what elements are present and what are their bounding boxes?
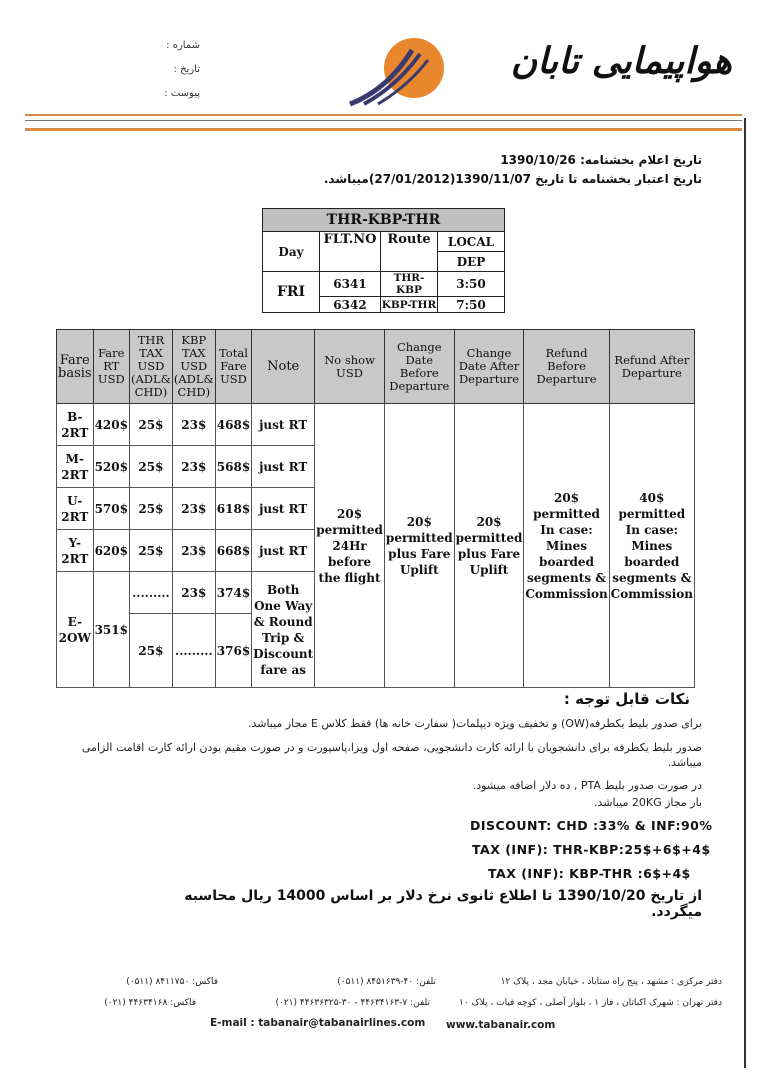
validity-date: تاریخ اعتبار بخشنامه تا تاریخ 1390/11/07(27/01/2012)میباشد. — [323, 172, 702, 186]
footer-email[interactable]: E-mail : tabanair@tabanairlines.com — [210, 1017, 426, 1029]
col-change-before: Change Date Before Departure — [384, 330, 454, 404]
footer-tehran-phone: تلفن: ۷-۴۴۶۳۴۱۶۳ - ۳۰-۴۴۶۳۶۳۲۵ (۰۲۱) — [275, 998, 430, 1008]
meta-attachment-label: پیوست : — [164, 88, 200, 99]
total-fare: 618$ — [215, 488, 251, 530]
schedule-dep-header: DEP — [438, 252, 505, 272]
schedule-flt: 6341 — [320, 272, 381, 297]
footer-tehran-address: دفتر تهران : شهرک اکباتان ، فاز ۱ ، بلوار آصلی ، کوچه فیات ، پلاک ۱۰ — [459, 998, 722, 1008]
no-show-policy: 20$ permitted 24Hr before the flight — [315, 404, 385, 688]
change-before-policy: 20$ permitted plus Fare Uplift — [384, 404, 454, 688]
kbp-tax: 23$ — [172, 530, 215, 572]
logo-sun — [384, 38, 444, 98]
footer-website[interactable]: www.tabanair.com — [446, 1019, 556, 1031]
fare-note: just RT — [252, 446, 315, 488]
fare-note: just RT — [252, 530, 315, 572]
kbp-tax: 23$ — [172, 404, 215, 446]
schedule-local-header: LOCAL — [438, 232, 505, 252]
col-refund-after: Refund After Departure — [609, 330, 694, 404]
footer-mashhad-address: دفتر مرکزی : مشهد ، پنج راه ستاباد ، خیابان مجد ، پلاک ۱۲ — [500, 977, 722, 987]
total-fare: 468$ — [215, 404, 251, 446]
fare-rt: 351$ — [93, 572, 129, 688]
fare-rt: 620$ — [93, 530, 129, 572]
schedule-day-header: Day — [263, 232, 320, 272]
footer-mashhad-fax: فاکس: ۸۴۱۱۷۵۰ (۰۵۱۱) — [126, 977, 218, 987]
fare-basis: Y-2RT — [57, 530, 94, 572]
col-change-after: Change Date After Departure — [454, 330, 524, 404]
right-margin-line — [744, 118, 746, 1068]
schedule-flt-header: FLT.NO — [320, 232, 381, 272]
fare-basis: E-2OW — [57, 572, 94, 688]
thr-tax: 25$ — [129, 614, 172, 688]
meta-number-label: شماره : — [166, 40, 200, 51]
note-line: در صورت صدور بلیط PTA , ده دلار اضافه میشود. — [472, 779, 702, 792]
brand-wordmark: هواپیمایی تابان — [510, 40, 732, 82]
col-total-fare: Total Fare USD — [215, 330, 251, 404]
fare-basis: M-2RT — [57, 446, 94, 488]
header-rule-orange-2 — [25, 128, 742, 131]
fare-note: just RT — [252, 404, 315, 446]
schedule-route-header: Route — [381, 232, 438, 272]
thr-tax: 25$ — [129, 530, 172, 572]
col-fare-basis: Fare basis — [57, 330, 94, 404]
refund-before-policy: 20$ permitted In case: Mines boarded segments & Commission — [524, 404, 609, 688]
fare-basis: U-2RT — [57, 488, 94, 530]
col-note: Note — [252, 330, 315, 404]
announce-date: تاریخ اعلام بخشنامه: 1390/10/26 — [500, 153, 702, 167]
col-fare-rt: Fare RT USD — [93, 330, 129, 404]
thr-tax: ......... — [129, 572, 172, 614]
col-no-show: No show USD — [315, 330, 385, 404]
note-line: بار مجاز 20KG میباشد. — [594, 796, 702, 809]
tax-inf-thr-kbp: TAX (INF): THR-KBP:25$+6$+4$ — [472, 842, 711, 857]
footer-mashhad-phone: تلفن: ۴۰-۸۴۵۱۶۳۹ (۰۵۱۱) — [337, 977, 436, 987]
fare-basis: B- 2RT — [57, 404, 94, 446]
schedule-dep: 3:50 — [438, 272, 505, 297]
airline-logo — [346, 36, 446, 108]
note-line: صدور بلیط یکطرفه برای دانشجویان با ارائه کارت دانشجویی، صفحه اول ویزا،پاسپورت و در صورت مقیم بودن ارائه کارت اقامت الزامی میباشد. — [81, 741, 702, 769]
change-after-policy: 20$ permitted plus Fare Uplift — [454, 404, 524, 688]
discount-line: DISCOUNT: CHD :33% & INF:90% — [470, 818, 713, 833]
col-refund-before: Refund Before Departure — [524, 330, 609, 404]
footer-tehran-fax: فاکس: ۴۴۶۳۴۱۶۸ (۰۲۱) — [104, 998, 196, 1008]
schedule-route: THR-KBP — [381, 272, 438, 297]
tax-inf-kbp-thr: TAX (INF): KBP-THR :6$+4$ — [488, 866, 691, 881]
kbp-tax: 23$ — [172, 572, 215, 614]
kbp-tax: 23$ — [172, 446, 215, 488]
note-line: برای صدور بلیط یکطرفه(OW) و تخفیف ویژه دیپلمات( سفارت خانه ها) فقط کلاس E مجاز میباشد. — [247, 717, 702, 730]
thr-tax: 25$ — [129, 404, 172, 446]
schedule-route: KBP-THR — [381, 298, 437, 311]
fare-note: Both One Way & Round Trip & Discount fare as — [252, 572, 315, 688]
header-rule-orange — [25, 114, 742, 116]
fare-note: just RT — [252, 488, 315, 530]
refund-after-policy: 40$ permitted In case: Mines boarded segments & Commission — [609, 404, 694, 688]
total-fare: 376$ — [215, 614, 251, 688]
exchange-rate-note: از تاریخ 1390/10/20 تا اطلاع ثانوی نرخ دلار بر اساس 14000 ریال محاسبه میگردد. — [184, 888, 702, 920]
notes-title: نکات قابل توجه : — [563, 690, 690, 708]
total-fare: 568$ — [215, 446, 251, 488]
fare-rt: 420$ — [93, 404, 129, 446]
col-kbp-tax: KBP TAX USD (ADL& CHD) — [172, 330, 215, 404]
header-rule-gray — [25, 120, 742, 121]
kbp-tax: ......... — [172, 614, 215, 688]
kbp-tax: 23$ — [172, 488, 215, 530]
schedule-day: FRI — [263, 272, 320, 313]
fare-table — [56, 329, 695, 688]
fare-row — [57, 404, 695, 446]
fare-rt: 570$ — [93, 488, 129, 530]
schedule-title: THR-KBP-THR — [263, 209, 505, 232]
col-thr-tax: THR TAX USD (ADL& CHD) — [129, 330, 172, 404]
thr-tax: 25$ — [129, 488, 172, 530]
total-fare: 374$ — [215, 572, 251, 614]
fare-rt: 520$ — [93, 446, 129, 488]
schedule-table — [262, 208, 505, 313]
meta-date-label: تاریخ : — [173, 64, 200, 75]
schedule-flt: 6342 — [320, 297, 381, 313]
thr-tax: 25$ — [129, 446, 172, 488]
total-fare: 668$ — [215, 530, 251, 572]
schedule-dep: 7:50 — [438, 297, 505, 313]
